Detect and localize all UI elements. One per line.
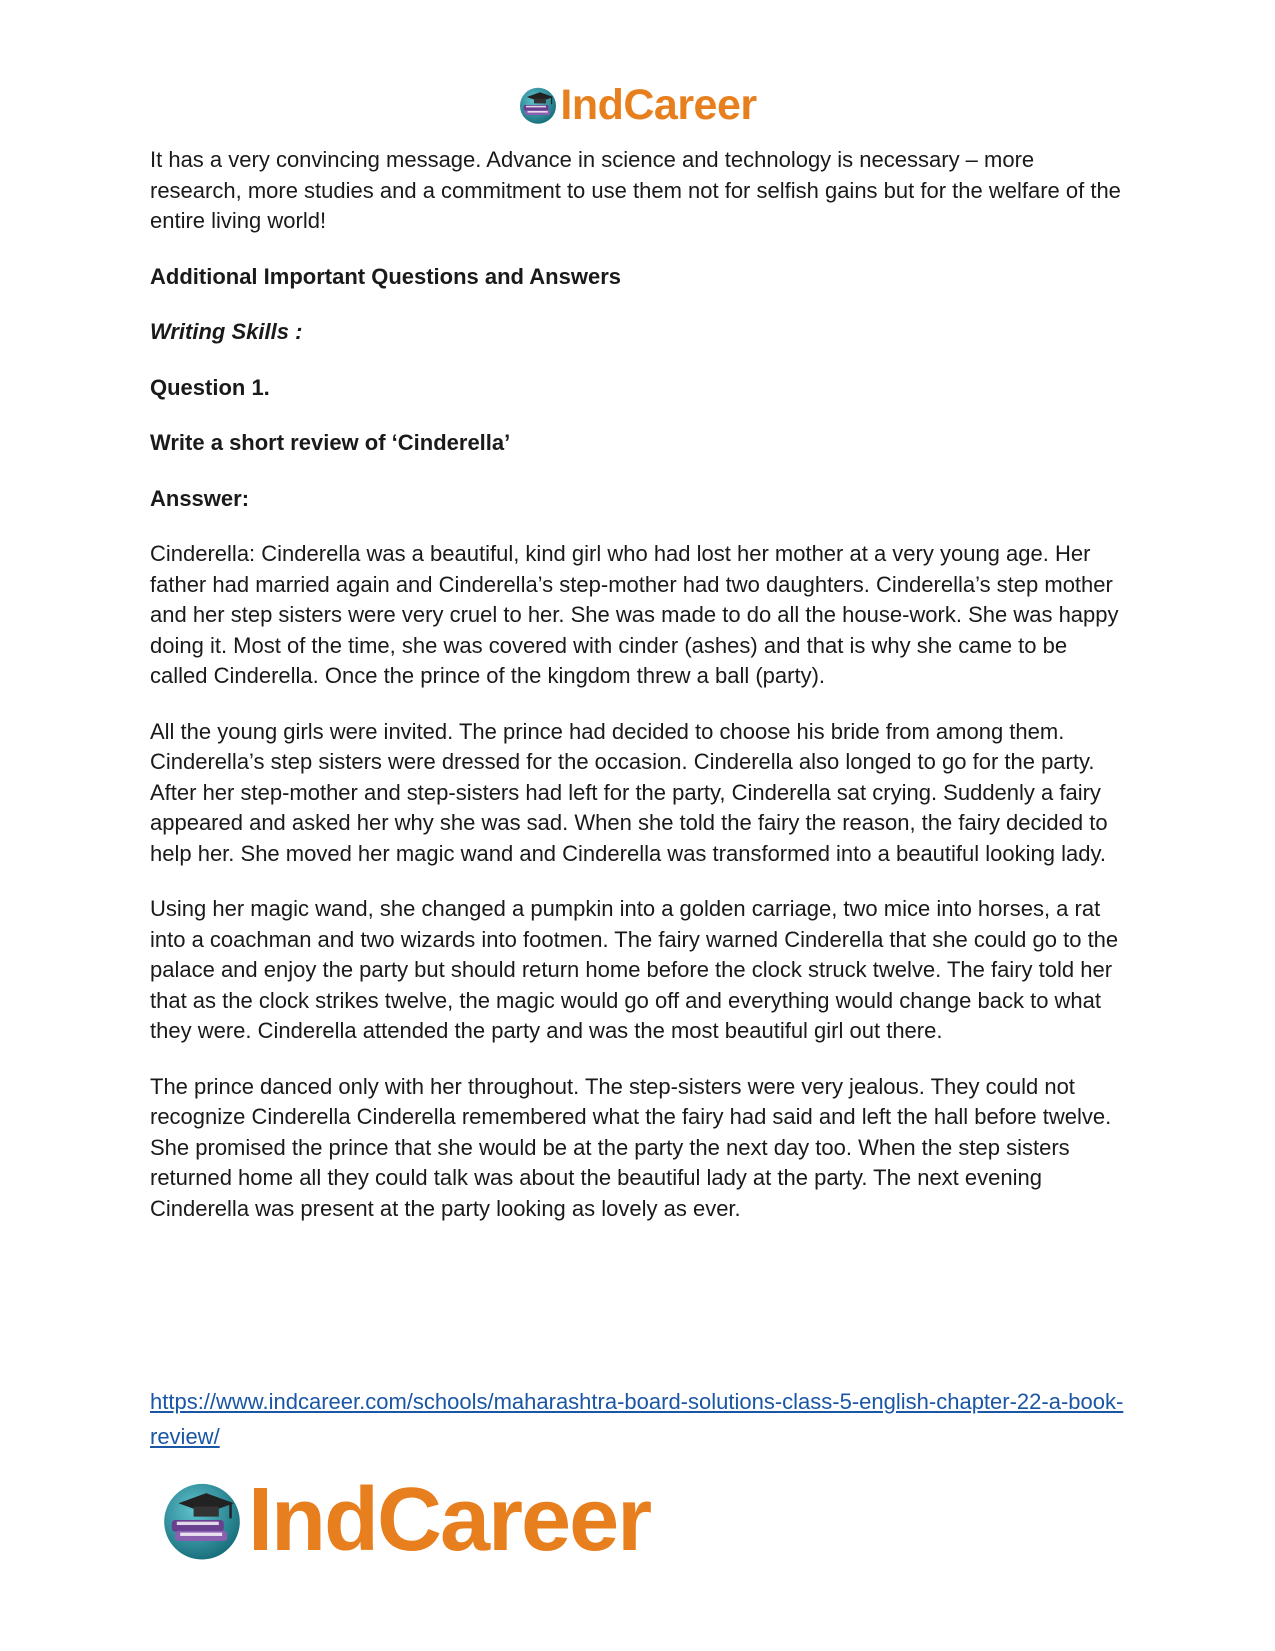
answer-paragraph: All the young girls were invited. The prince had decided to choose his bride from among them. Cinderella’s step sisters were dressed for the occasion. Cinderella also longed to go for the party. After her step-mother and step-sisters had left for the party, Cinderella sat crying. Suddenly a fairy appeared and asked her why she was sad. When she told the fairy the reason, the fairy decided to help her. She moved her magic wand and Cinderella was transformed into a beautiful looking lady. bbox=[150, 718, 1108, 866]
answer-label: Ansswer: bbox=[150, 485, 250, 511]
answer-paragraph: Cinderella: Cinderella was a beautiful, kind girl who had lost her mother at a very young age. Her father had married again and Cinderella’s step-mother had two daughters. Cinderella’s step mother and her step sisters were very cruel to her. She was made to do all the house-work. She was happy doing it. Most of the time, she was covered with cinder (ashes) and that is why she came to be called Cinderella. Once the prince of the kingdom threw a ball (party). bbox=[150, 541, 1119, 688]
answer-paragraph: Using her magic wand, she changed a pumpkin into a golden carriage, two mice into horses, a rat into a coachman and two wizards into footmen. The fairy warned Cinderella that she could go to the palace and enjoy the party but should return home before the clock struck twelve. The fairy told her that as the clock strikes twelve, the magic would go off and everything would change back to what they were. Cinderella attended the party and was the most beautiful girl out there. bbox=[150, 896, 1119, 1043]
logo-wordmark: IndCareer bbox=[248, 1469, 651, 1570]
source-url-link[interactable]: https://www.indcareer.com/schools/maharashtra-board-solutions-class-5-english-chapter-22-a-book-review/ bbox=[150, 1389, 1124, 1449]
answer-paragraph: The prince danced only with her throughout. The step-sisters were very jealous. They could not recognize Cinderella Cinderella remembered what the fairy had said and left the hall before twelve. She promised the prince that she would be at the party the next day too. When the step sisters returned home all they could talk was about the beautiful lady at the party. The next evening Cinderella was present at the party looking as lovely as ever. bbox=[150, 1073, 1112, 1221]
subsection-heading: Writing Skills : bbox=[150, 319, 303, 344]
logo-wordmark: IndCareer bbox=[560, 80, 757, 129]
indcareer-logo bbox=[518, 81, 756, 130]
intro-paragraph: It has a very convincing message. Advance in science and technology is necessary – more research, more studies and a commitment to use them not for selfish gains but for the welfare of the entire living world! bbox=[150, 147, 1121, 233]
document-body bbox=[150, 145, 1130, 1249]
graduation-cap-books-icon bbox=[160, 1478, 244, 1562]
footer-logo bbox=[160, 1470, 650, 1570]
question-text: Write a short review of ‘Cinderella’ bbox=[150, 430, 511, 455]
indcareer-logo-large bbox=[160, 1469, 650, 1572]
section-heading: Additional Important Questions and Answers bbox=[150, 263, 622, 289]
graduation-cap-books-icon bbox=[518, 85, 558, 125]
question-label: Question 1. bbox=[150, 374, 270, 400]
header-logo bbox=[0, 80, 1275, 130]
